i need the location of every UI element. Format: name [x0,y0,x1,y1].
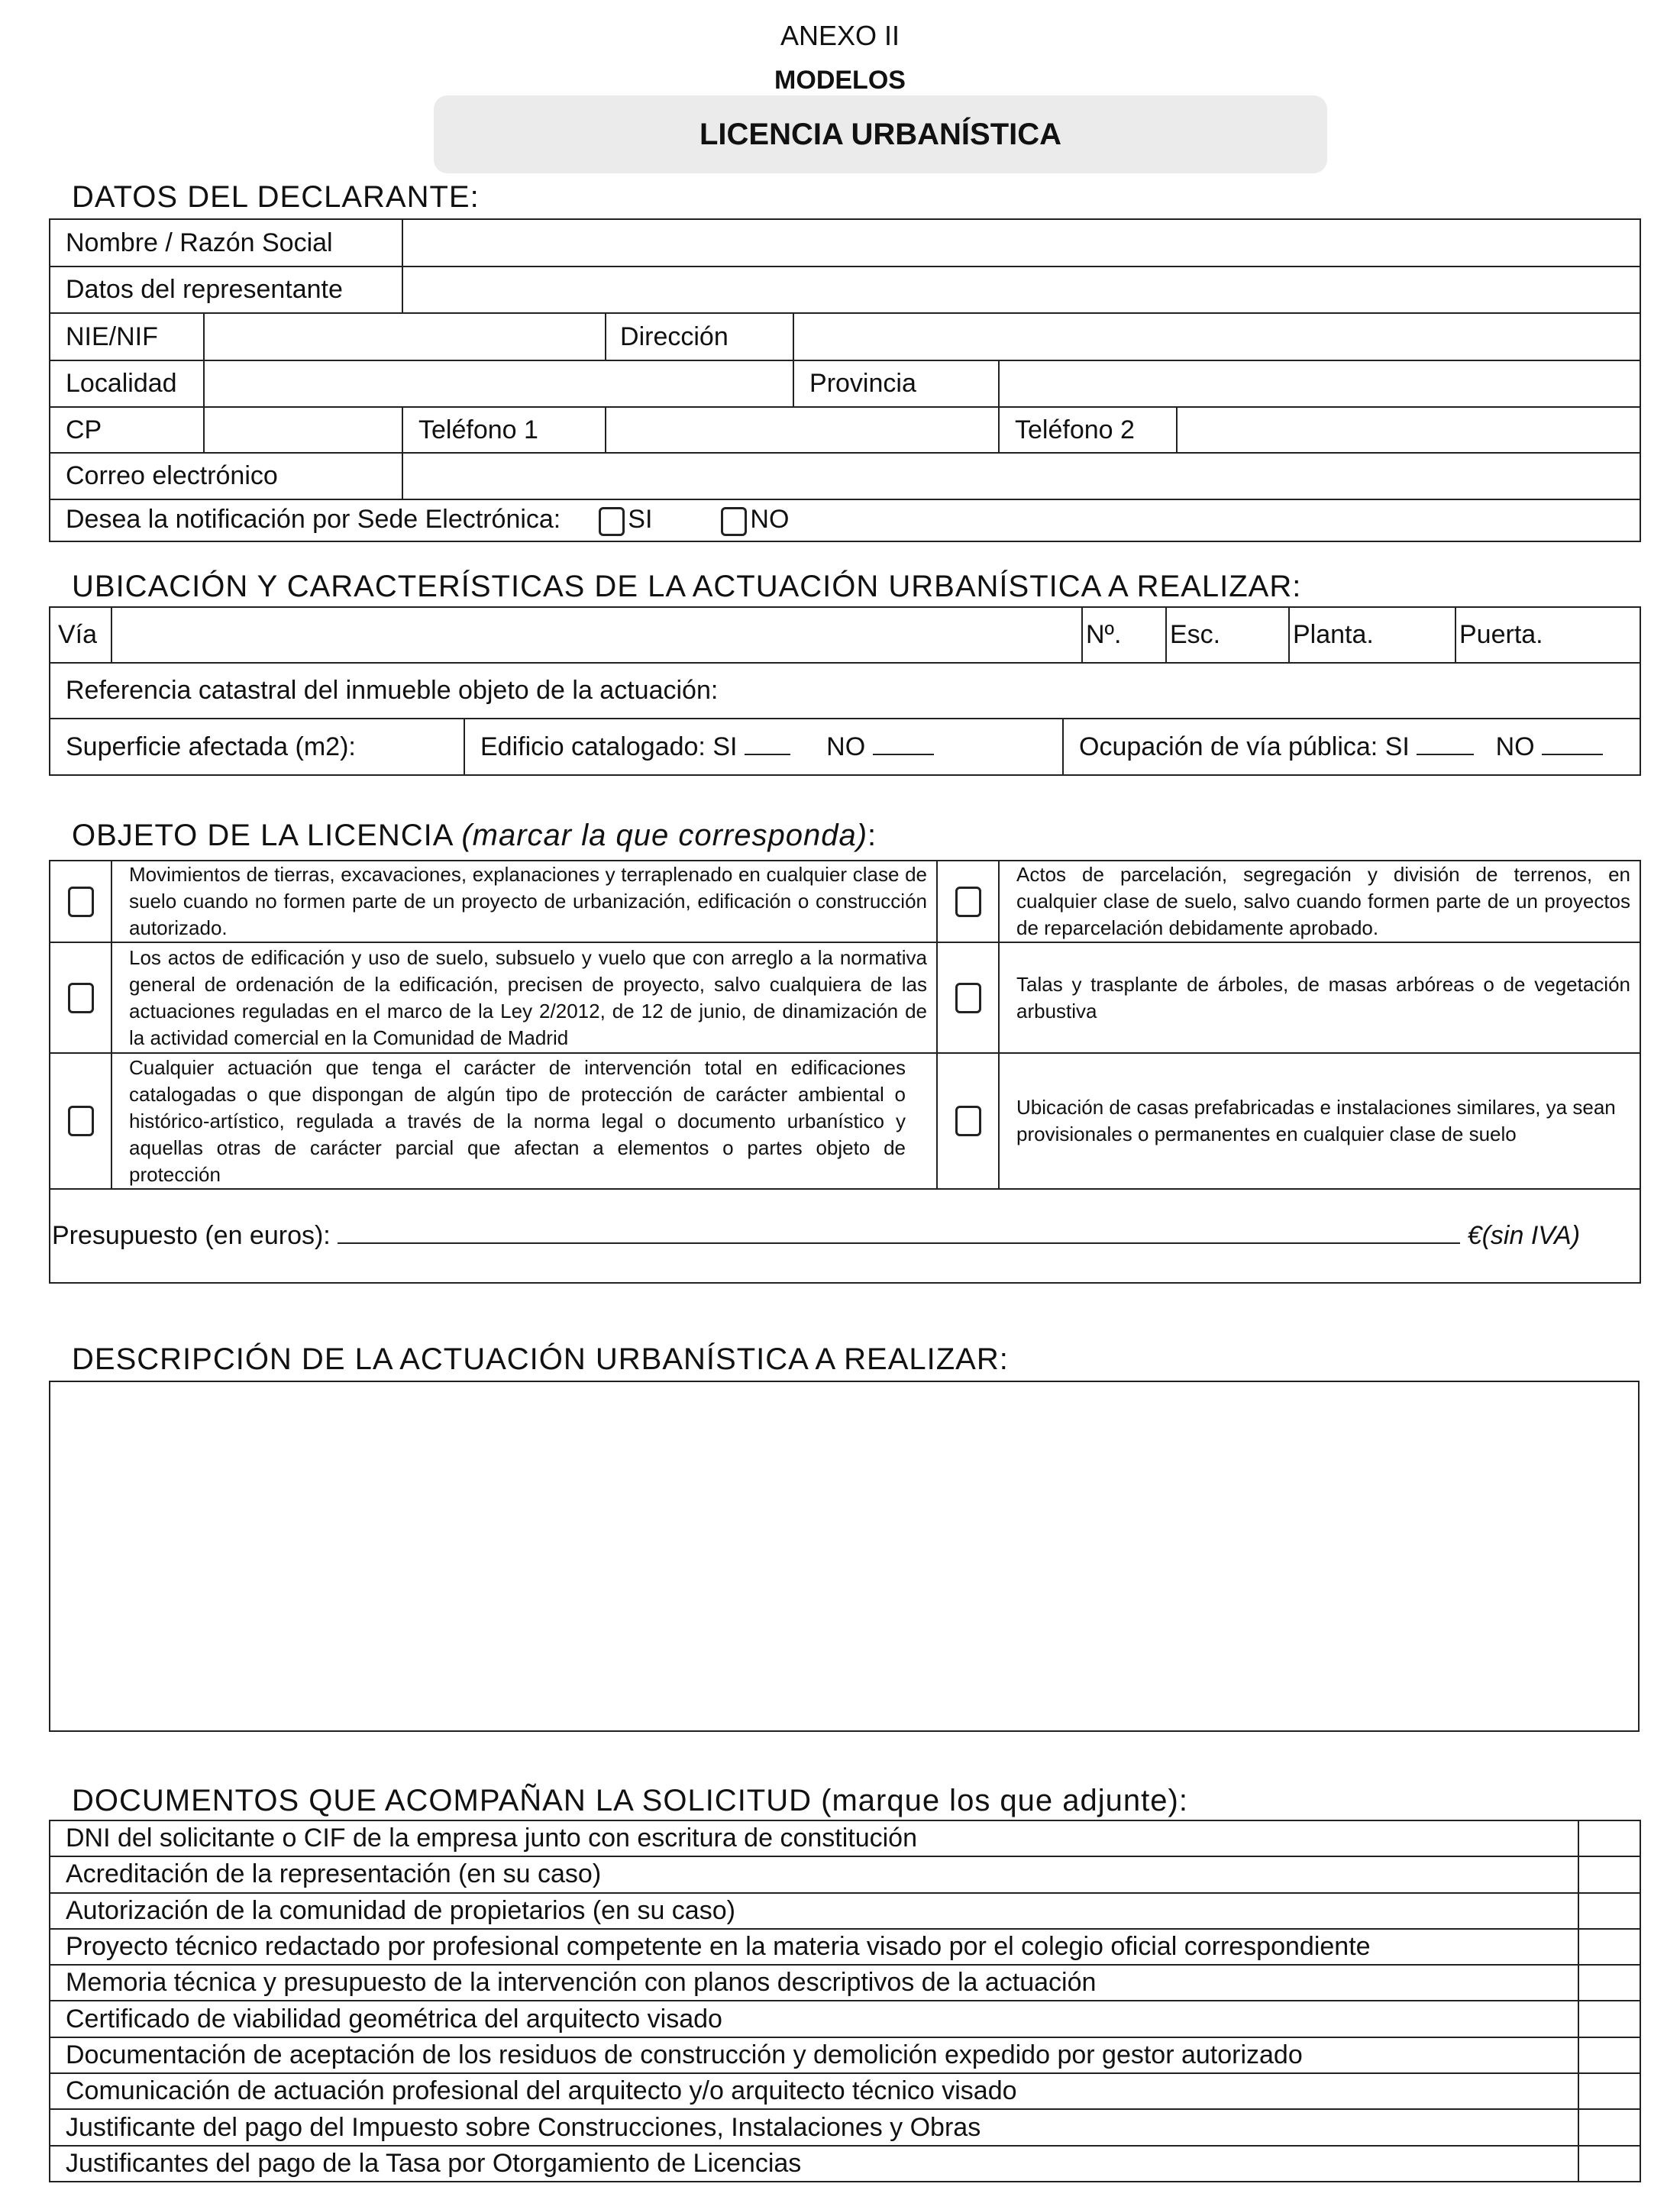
address-label: Dirección [606,313,793,360]
documents-table [49,1820,1641,2182]
notification-yes-checkbox[interactable] [599,507,625,536]
document-label: Acreditación de la representación (en su caso) [50,1856,1578,1892]
public-way-no-label: NO [1495,732,1535,761]
document-row [50,1929,1640,1965]
document-checkbox[interactable] [1578,1820,1640,1856]
nif-label: NIE/NIF [50,313,204,360]
document-row [50,1856,1640,1892]
section-heading-descripcion: DESCRIPCIÓN DE LA ACTUACIÓN URBANÍSTICA A REALIZAR: [72,1342,1009,1376]
document-label: Documentación de aceptación de los residuos de construcción y demolición expedido por gestor autorizado [50,2037,1578,2073]
catalogued-label: Edificio catalogado: [480,732,706,761]
public-way-no-blank[interactable] [1542,754,1603,755]
number-label[interactable]: Nº. [1082,607,1166,663]
province-label: Provincia [793,360,999,407]
document-row [50,1820,1640,1856]
document-checkbox[interactable] [1578,2001,1640,2037]
models-label: MODELOS [774,66,906,95]
section-heading-documentos: DOCUMENTOS QUE ACOMPAÑAN LA SOLICITUD (marque los que adjunte): [72,1784,1188,1817]
nif-field[interactable] [204,313,606,360]
notification-no-checkbox[interactable] [721,507,747,536]
budget-row [50,1189,1640,1283]
public-way-field[interactable] [1063,719,1640,775]
budget-field[interactable] [338,1242,1460,1244]
document-label: Memoria técnica y presupuesto de la intervención con planos descriptivos de la actuación [50,1965,1578,2001]
stair-label[interactable]: Esc. [1166,607,1289,663]
objeto-heading-text: OBJETO DE LA LICENCIA [72,819,453,852]
document-checkbox[interactable] [1578,2073,1640,2109]
description-textarea[interactable] [49,1381,1640,1732]
catalogued-no-label: NO [826,732,866,761]
document-checkbox[interactable] [1578,1965,1640,2001]
document-checkbox[interactable] [1578,2037,1640,2073]
option-text: Movimientos de tierras, excavaciones, explanaciones y terraplenado en cualquier clase de suelo cuando no formen parte de un proyecto de urbanización, edificación o construcción autorizado. [111,861,937,942]
document-row [50,1965,1640,2001]
public-way-label: Ocupación de vía pública: [1079,732,1378,761]
option-checkbox[interactable] [68,1106,94,1136]
section-heading-objeto: OBJETO DE LA LICENCIA (marcar la que corresponda): [72,819,877,852]
document-label: Comunicación de actuación profesional del arquitecto y/o arquitecto técnico visado [50,2073,1578,2109]
notification-row [50,499,1640,541]
document-checkbox[interactable] [1578,1856,1640,1892]
option-checkbox[interactable] [955,1106,981,1136]
public-way-yes-blank[interactable] [1417,754,1474,755]
section-heading-ubicacion: UBICACIÓN Y CARACTERÍSTICAS DE LA ACTUACIÓN URBANÍSTICA A REALIZAR: [72,570,1302,603]
budget-label: Presupuesto (en euros): [52,1221,331,1250]
document-checkbox[interactable] [1578,1929,1640,1965]
representative-field[interactable] [402,267,1640,313]
catalogued-yes-label: SI [712,732,738,761]
option-text: Ubicación de casas prefabricadas e instalaciones similares, ya sean provisionales o permanentes en cualquier clase de suelo [999,1053,1640,1189]
locality-label: Localidad [50,360,204,407]
document-label: Justificante del pago del Impuesto sobre Construcciones, Instalaciones y Obras [50,2109,1578,2145]
budget-suffix: €(sin IVA) [1467,1221,1581,1250]
document-row [50,2001,1640,2037]
name-field[interactable] [402,219,1640,267]
phone1-label: Teléfono 1 [402,407,606,453]
surface-field[interactable] [50,719,464,775]
document-row [50,2073,1640,2109]
representative-label: Datos del representante [50,267,402,313]
via-label: Vía [50,607,111,663]
notification-label: Desea la notificación por Sede Electrónica: [66,505,561,535]
via-field[interactable] [111,607,1082,663]
option-checkbox[interactable] [955,887,981,917]
document-label: Proyecto técnico redactado por profesional competente en la materia visado por el colegio oficial correspondiente [50,1929,1578,1965]
email-field[interactable] [402,453,1640,499]
option-text: Actos de parcelación, segregación y división de terrenos, en cualquier clase de suelo, salvo cuando formen parte de un proyectos de reparcelación debidamente aprobado. [999,861,1640,942]
yes-label: SI [628,505,653,535]
objeto-table [49,860,1641,1284]
catalogued-yes-blank[interactable] [745,754,790,755]
cp-field[interactable] [204,407,402,453]
option-checkbox[interactable] [68,983,94,1013]
address-field[interactable] [793,313,1640,360]
cadastral-label: Referencia catastral del inmueble objeto de la actuación: [66,676,719,705]
catalogued-no-blank[interactable] [873,754,934,755]
document-row [50,2037,1640,2073]
document-row [50,2146,1640,2182]
option-checkbox[interactable] [68,887,94,917]
phone2-label: Teléfono 2 [999,407,1177,453]
option-text: Cualquier actuación que tenga el carácter de intervención total en edificaciones catalogadas o que dispongan de algún tipo de protección de carácter ambiental o histórico-artístico, regulada a través de la norma legal o documento urbanístico y aquellas otras de carácter parcial que afectan a elementos o partes objeto de protección [111,1053,937,1189]
document-row [50,1893,1640,1929]
name-label: Nombre / Razón Social [50,219,402,267]
cp-label: CP [50,407,204,453]
document-checkbox[interactable] [1578,2109,1640,2145]
document-label: Autorización de la comunidad de propietarios (en su caso) [50,1893,1578,1929]
option-checkbox[interactable] [955,983,981,1013]
door-label[interactable]: Puerta. [1455,607,1640,663]
declarante-table [49,218,1641,542]
surface-label: Superficie afectada (m2): [66,732,356,761]
floor-label[interactable]: Planta. [1289,607,1455,663]
option-text: Talas y trasplante de árboles, de masas arbóreas o de vegetación arbustiva [999,942,1640,1053]
locality-field[interactable] [204,360,793,407]
province-field[interactable] [999,360,1640,407]
form-title: LICENCIA URBANÍSTICA [434,95,1327,173]
document-label: DNI del solicitante o CIF de la empresa junto con escritura de constitución [50,1820,1578,1856]
document-checkbox[interactable] [1578,1893,1640,1929]
ubicacion-table [49,606,1641,776]
cadastral-field[interactable] [50,663,1640,719]
objeto-heading-note: (marcar la que corresponda) [461,819,868,852]
option-text: Los actos de edificación y uso de suelo, subsuelo y vuelo que con arreglo a la normativa general de ordenación de la edificación, precisen de proyecto, salvo cualquiera de las actuaciones reguladas en el marco de la Ley 2/2012, de 12 de junio, de dinamización de la actividad comercial en la Comunidad de Madrid [111,942,937,1053]
email-label: Correo electrónico [50,453,402,499]
no-label: NO [750,505,790,535]
phone2-field[interactable] [1177,407,1640,453]
document-row [50,2109,1640,2145]
catalogued-field[interactable] [464,719,1063,775]
annex-label: ANEXO II [780,20,900,51]
document-label: Justificantes del pago de la Tasa por Otorgamiento de Licencias [50,2146,1578,2182]
phone1-field[interactable] [606,407,999,453]
public-way-yes-label: SI [1384,732,1410,761]
document-checkbox[interactable] [1578,2146,1640,2182]
section-heading-declarante: DATOS DEL DECLARANTE: [72,180,480,214]
document-label: Certificado de viabilidad geométrica del arquitecto visado [50,2001,1578,2037]
